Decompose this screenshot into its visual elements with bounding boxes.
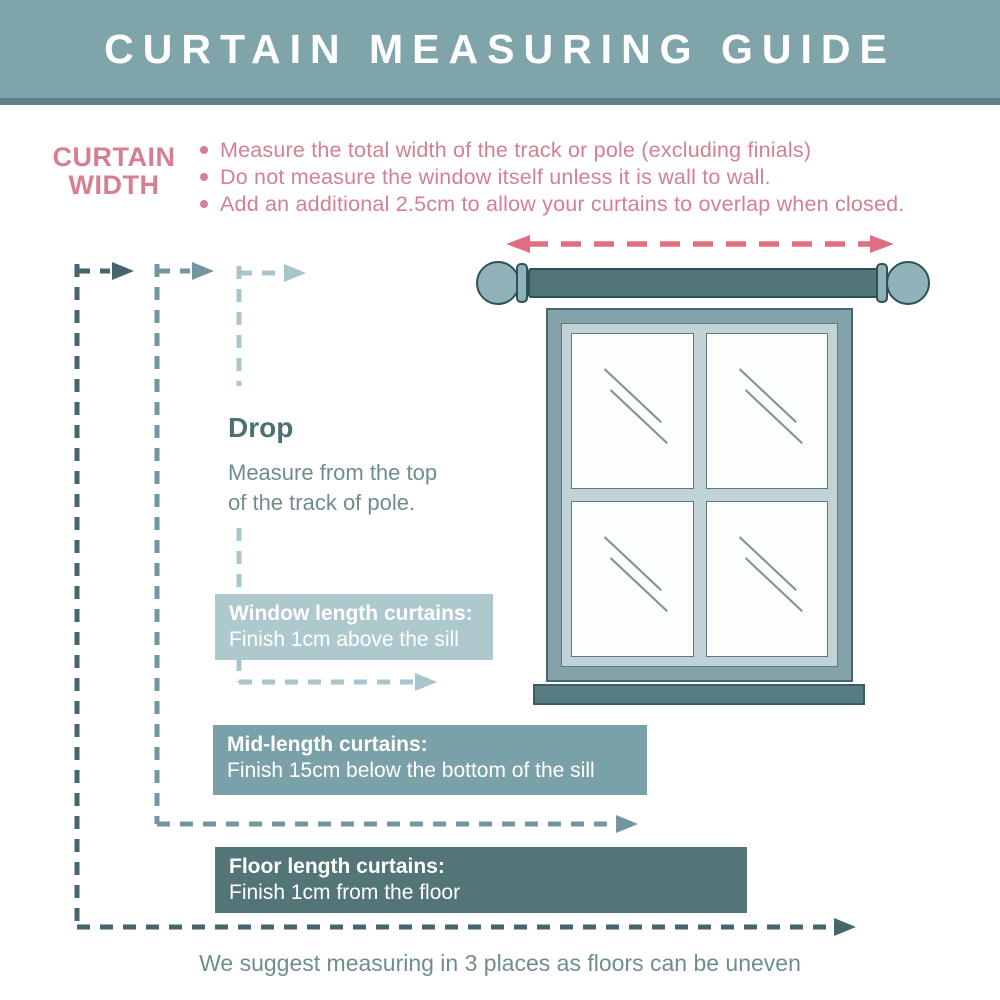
glass-reflection-icon	[572, 502, 693, 656]
mid-guide-arrowhead-icon	[616, 815, 638, 833]
floor-length-box	[215, 847, 747, 913]
drop-description-line1: Measure from the top	[228, 460, 438, 485]
curtain-width-label-line1: CURTAIN	[52, 142, 176, 172]
window-sill	[533, 684, 865, 705]
window-length-box-subtitle: Finish 1cm above the sill	[229, 628, 459, 651]
window-frame	[546, 308, 853, 682]
width-arrowhead-left-icon	[506, 235, 530, 253]
bullet-text: Do not measure the window itself unless it is wall to wall.	[220, 165, 771, 189]
glass-reflection-icon	[707, 334, 828, 488]
mid-guide-top-arrowhead-icon	[192, 262, 214, 280]
drop-heading: Drop	[228, 412, 294, 443]
window-pane-grid	[571, 333, 828, 657]
bullet-item	[192, 165, 982, 192]
window-length-box	[215, 594, 493, 660]
bullet-item	[192, 192, 982, 219]
window-pane	[706, 501, 829, 657]
mid-length-box	[213, 725, 647, 795]
window-pane	[571, 501, 694, 657]
curtain-width-label-line2: WIDTH	[68, 170, 160, 200]
drop-description-line2: of the track of pole.	[228, 490, 416, 515]
bullet-item	[192, 138, 982, 165]
window-length-box-title: Window length curtains:	[229, 602, 473, 625]
pole-finial-left-icon	[476, 261, 520, 305]
pole-ring-left-icon	[516, 263, 528, 303]
window-inner-frame	[561, 323, 838, 667]
bullet-text: Measure the total width of the track or pole (excluding finials)	[220, 138, 812, 162]
curtain-width-label	[40, 143, 188, 199]
bullet-text: Add an additional 2.5cm to allow your curtains to overlap when closed.	[220, 192, 905, 216]
width-arrowhead-right-icon	[870, 235, 894, 253]
pole-finial-right-icon	[886, 261, 930, 305]
banner-stripe	[0, 98, 1000, 105]
drop-description	[228, 458, 437, 518]
floor-guide-top-arrowhead-icon	[112, 262, 134, 280]
page-title: CURTAIN MEASURING GUIDE	[104, 26, 896, 72]
glass-reflection-icon	[707, 502, 828, 656]
mid-length-box-title: Mid-length curtains:	[227, 733, 428, 756]
floor-guide-arrowhead-icon	[834, 918, 856, 936]
curtain-pole-bar	[528, 268, 880, 298]
floor-length-box-subtitle: Finish 1cm from the floor	[229, 881, 461, 904]
footer-note: We suggest measuring in 3 places as floors can be uneven	[199, 950, 801, 976]
mid-length-box-subtitle: Finish 15cm below the bottom of the sill	[227, 759, 595, 782]
bullet-dot-icon	[200, 173, 208, 181]
window-pane	[706, 333, 829, 489]
window-guide-top-arrowhead-icon	[284, 264, 306, 282]
pole-ring-right-icon	[876, 263, 888, 303]
floor-length-box-title: Floor length curtains:	[229, 855, 445, 878]
window-guide-arrowhead-icon	[415, 673, 437, 691]
bullet-dot-icon	[200, 146, 208, 154]
curtain-width-bullet-list	[192, 138, 982, 219]
window-pane	[571, 333, 694, 489]
glass-reflection-icon	[572, 334, 693, 488]
header-banner	[0, 0, 1000, 98]
bullet-dot-icon	[200, 200, 208, 208]
